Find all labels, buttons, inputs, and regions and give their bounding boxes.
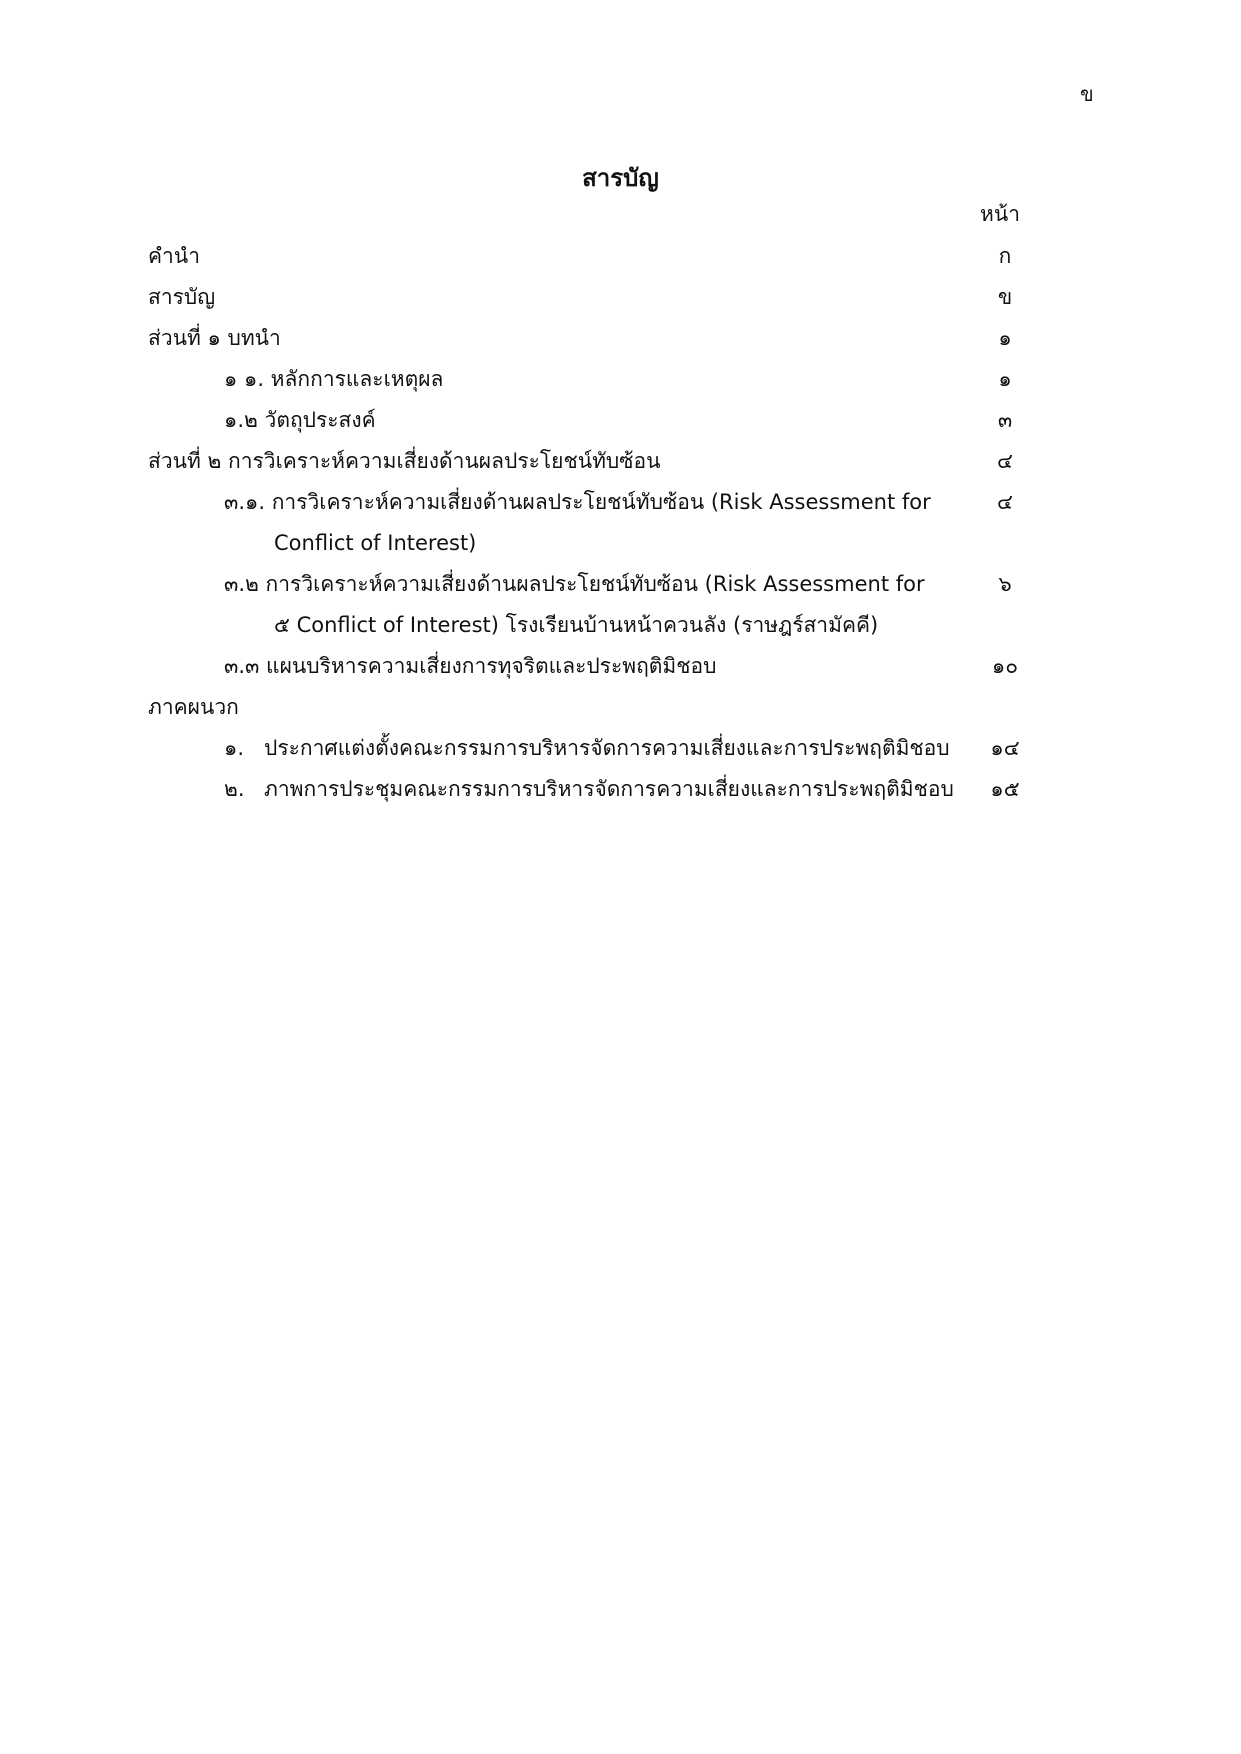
toc-entry-3-1-continued: [148, 523, 1028, 564]
toc-entry-1-2[interactable]: [148, 400, 1028, 441]
toc-entry-text: ๑ ๑. หลักการและเหตุผล: [224, 367, 444, 391]
toc-entry-text: ภาพการประชุมคณะกรรมการบริหารจัดการความเสี่ยงและการประพฤติมิชอบ: [264, 777, 954, 801]
toc-entry-page: ๖: [998, 572, 1012, 596]
toc-entry-page: ๔: [997, 490, 1013, 514]
toc-entry-page: ข: [997, 285, 1013, 309]
toc-entry-3-3[interactable]: [148, 646, 1028, 687]
toc-entry-page: ๑๔: [990, 736, 1020, 760]
toc-entry-page: ๑: [998, 326, 1012, 350]
toc-entry-text: ประกาศแต่งตั้งคณะกรรมการบริหารจัดการความเสี่ยงและการประพฤติมิชอบ: [264, 736, 950, 760]
toc-entry-text: ๑.๒ วัตถุประสงค์: [224, 408, 376, 432]
toc-entry-appendix[interactable]: [148, 687, 1028, 728]
toc-entry-page: ๓: [997, 408, 1013, 432]
toc-entry-1-1[interactable]: [148, 359, 1028, 400]
toc-entry-3-1[interactable]: [148, 482, 1028, 523]
toc-entry-page: ก: [998, 244, 1012, 268]
toc-entry-page: ๑๕: [990, 777, 1020, 801]
toc-entry-text: ส่วนที่ ๑ บทนำ: [148, 326, 281, 350]
toc-entry-3-2-continued: [148, 605, 1028, 646]
toc-entry-text: ๓.๒ การวิเคราะห์ความเสี่ยงด้านผลประโยชน์ทับซ้อน (Risk Assessment for: [224, 572, 925, 596]
toc-entry-text: ๓.๑. การวิเคราะห์ความเสี่ยงด้านผลประโยชน์ทับซ้อน (Risk Assessment for: [224, 490, 931, 514]
toc-entry-page: ๑: [998, 367, 1012, 391]
toc-entry-text: ภาคผนวก: [148, 695, 239, 719]
toc-entry-contents[interactable]: [148, 277, 1028, 318]
toc-entry-text: Conflict of Interest): [274, 531, 477, 555]
toc-entry-3-2[interactable]: [148, 564, 1028, 605]
toc-entry-number: ๒.: [224, 777, 245, 801]
toc-entry-page: ๔: [997, 449, 1013, 473]
page-title: สารบัญ: [582, 164, 659, 192]
table-of-contents: [148, 236, 1028, 810]
toc-entry-text: ๕ Conflict of Interest) โรงเรียนบ้านหน้าควนลัง (ราษฎร์สามัคคี): [274, 613, 879, 637]
page-number: ข: [1080, 82, 1094, 106]
toc-entry-text: คำนำ: [148, 244, 200, 268]
toc-entry-part-2[interactable]: [148, 441, 1028, 482]
toc-entry-appendix-1[interactable]: [148, 728, 1028, 769]
toc-entry-number: ๑.: [224, 736, 245, 760]
toc-entry-appendix-2[interactable]: [148, 769, 1028, 810]
toc-entry-part-1[interactable]: [148, 318, 1028, 359]
toc-entry-text: สารบัญ: [148, 285, 216, 309]
toc-entry-text: ส่วนที่ ๒ การวิเคราะห์ความเสี่ยงด้านผลประโยชน์ทับซ้อน: [148, 449, 661, 473]
toc-entry-page: ๑๐: [991, 654, 1019, 678]
toc-entry-foreword[interactable]: [148, 236, 1028, 277]
toc-entry-text: ๓.๓ แผนบริหารความเสี่ยงการทุจริตและประพฤติมิชอบ: [224, 654, 717, 678]
page-column-header: หน้า: [980, 202, 1020, 226]
